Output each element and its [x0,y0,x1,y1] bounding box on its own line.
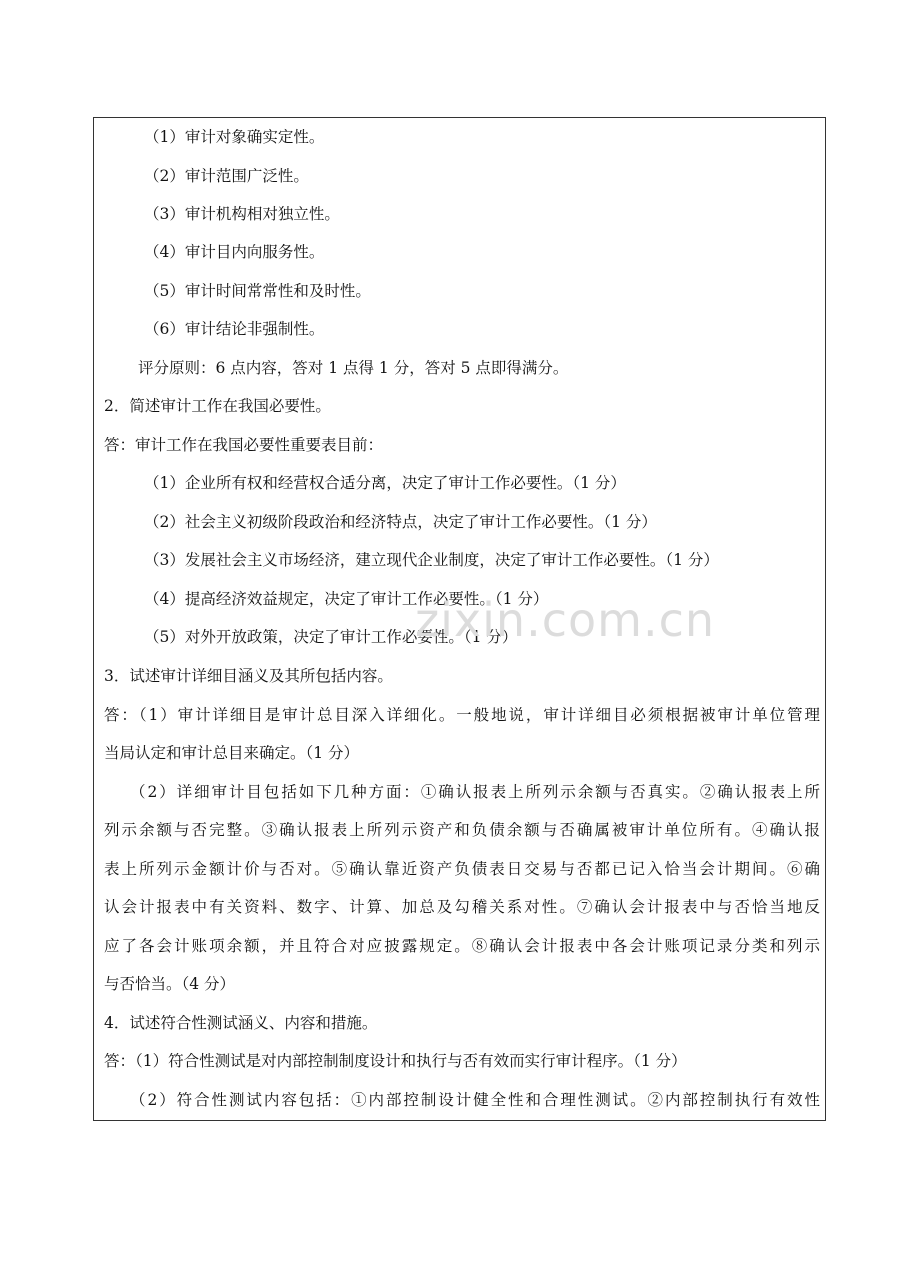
text-line: （4）提高经济效益规定，决定了审计工作必要性。（1 分） [144,590,549,608]
text-line: 列示余额与否完整。③确认报表上所列示资产和负债余额与否确属被审计单位所有。④确认报 [104,821,820,839]
text-line: 与否恰当。（4 分） [104,975,236,993]
text-line: 表上所列示金额计价与否对。⑤确认靠近资产负债表日交易与否都已记入恰当会计期间。⑥确 [104,860,820,878]
text-line: （2）审计范围广泛性。 [144,167,309,185]
text-line: （5）对外开放政策，决定了审计工作必要性。（1 分） [144,628,518,646]
answer-line: 答：（1）审计详细目是审计总目深入详细化。一般地说，审计详细目必须根据被审计单位管理 [104,706,820,724]
text-line: （1）审计对象确实定性。 [144,128,325,146]
scoring-note: 评分原则：6 点内容，答对 1 点得 1 分，答对 5 点即得满分。 [138,359,569,377]
question-heading: 3．试述审计详细目涵义及其所包括内容。 [104,667,393,685]
text-line: 当局认定和审计总目来确定。（1 分） [104,744,360,762]
answer-line: 答：审计工作在我国必要性重要表目前： [104,436,384,454]
text-line: （3）审计机构相对独立性。 [144,205,340,223]
text-line: （1）企业所有权和经营权合适分离，决定了审计工作必要性。（1 分） [144,474,626,492]
question-heading: 4．试述符合性测试涵义、内容和措施。 [104,1014,378,1032]
text-line: （5）审计时间常常性和及时性。 [144,282,371,300]
text-line: （2）社会主义初级阶段政治和经济特点，决定了审计工作必要性。（1 分） [144,513,657,531]
text-line: （6）审计结论非强制性。 [144,320,325,338]
watermark: zixin.com.cn [415,593,716,647]
text-line: （2）详细审计目包括如下几种方面：①确认报表上所列示余额与否真实。②确认报表上所 [130,783,820,801]
question-heading: 2．简述审计工作在我国必要性。 [104,397,331,415]
text-line: （3）发展社会主义市场经济，建立现代企业制度，决定了审计工作必要性。（1 分） [144,551,719,569]
text-line: 应了各会计账项余额，并且符合对应披露规定。⑧确认会计报表中各会计账项记录分类和列示 [104,937,820,955]
text-line: （4）审计目内向服务性。 [144,243,325,261]
answer-line: 答：（1）符合性测试是对内部控制制度设计和执行与否有效而实行审计程序。（1 分） [104,1052,687,1070]
text-line: 认会计报表中有关资料、数字、计算、加总及勾稽关系对性。⑦确认会计报表中与否恰当地反 [104,898,820,916]
text-line: （2）符合性测试内容包括：①内部控制设计健全性和合理性测试。②内部控制执行有效性 [130,1091,820,1109]
